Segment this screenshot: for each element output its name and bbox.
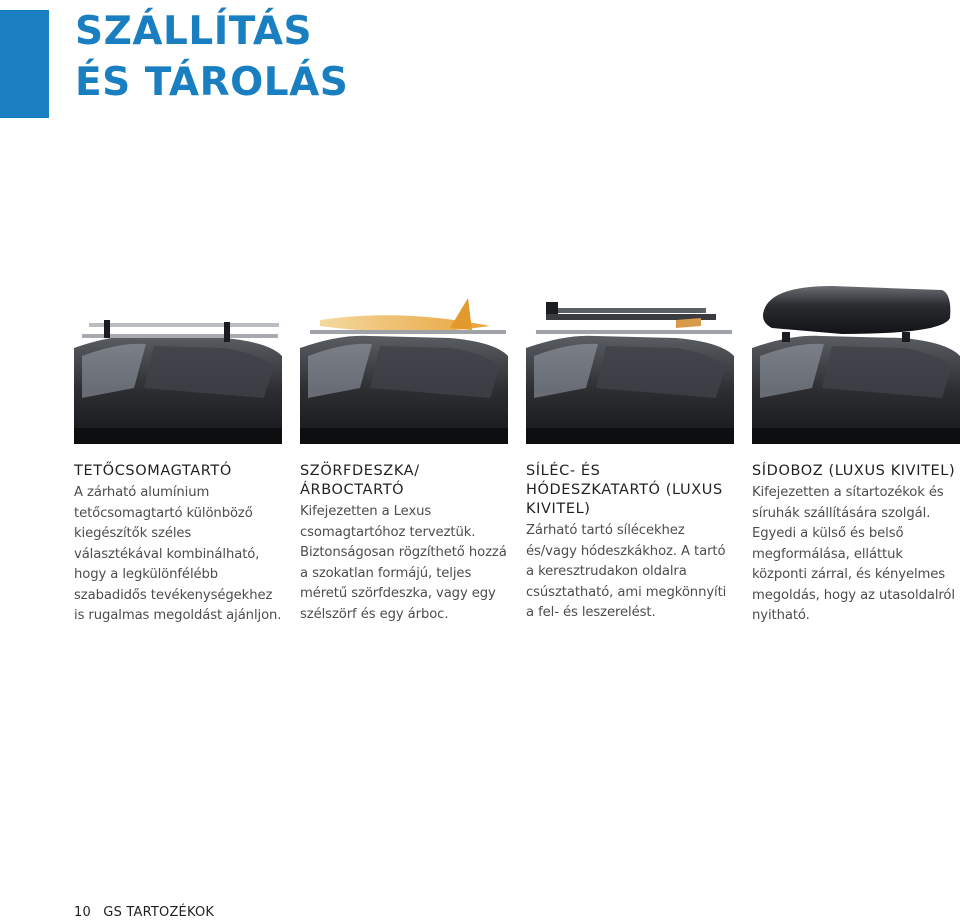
roof-rack-car-image: [74, 238, 282, 444]
footer-section-label: GS TARTOZÉKOK: [103, 905, 215, 920]
product-description: Zárható tartó sílécekhez és/vagy hódeszkákhoz. A tartó a keresztrudakon oldalra csúsztatható, ami megkönnyíti a fel- és leszerelést.: [526, 523, 727, 620]
product-heading: TETŐCSOMAGTARTÓ: [74, 463, 232, 479]
product-description: Kifejezetten a Lexus csomagtartóhoz terveztük. Biztonságosan rögzíthető hozzá a szokatlan formájú, teljes méretű szörfdeszka, vagy egy szélszörf és egy árboc.: [300, 504, 507, 622]
page-title-line-1: SZÁLLÍTÁS: [75, 9, 313, 54]
product-description: A zárható alumínium tetőcsomagtartó különböző kiegészítők széles választékával kombinálható, hogy a legkülönfélébb szabadidős tevékenységekhez is rugalmas megoldást ajánljon.: [74, 485, 282, 623]
product-surfboard-carrier: [300, 238, 508, 625]
ski-box-car-image: [752, 238, 960, 444]
product-ski-carrier: [526, 238, 734, 624]
page-title-line-2: ÉS TÁROLÁS: [75, 60, 349, 105]
product-heading: SÍDOBOZ (LUXUS KIVITEL): [752, 463, 956, 479]
product-description: Kifejezetten a sítartozékok és síruhák szállítására szolgál. Egyedi a külső és belső megformálása, elláttuk központi zárral, és kényelmes megoldás, hogy az utasoldalról nyitható.: [752, 485, 955, 623]
surfboard-carrier-car-image: [300, 238, 508, 444]
product-roof-rack: [74, 238, 282, 627]
page-number: 10: [74, 905, 91, 920]
product-heading: SZÖRFDESZKA/ÁRBOCTARTÓ: [300, 463, 420, 498]
page-footer: [74, 905, 214, 920]
accent-bar: [0, 10, 49, 118]
page-title: [75, 6, 348, 108]
ski-carrier-car-image: [526, 238, 734, 444]
product-ski-box: [752, 238, 960, 627]
product-heading: SÍLÉC- ÉS HÓDESZKATARTÓ (LUXUS KIVITEL): [526, 463, 723, 517]
